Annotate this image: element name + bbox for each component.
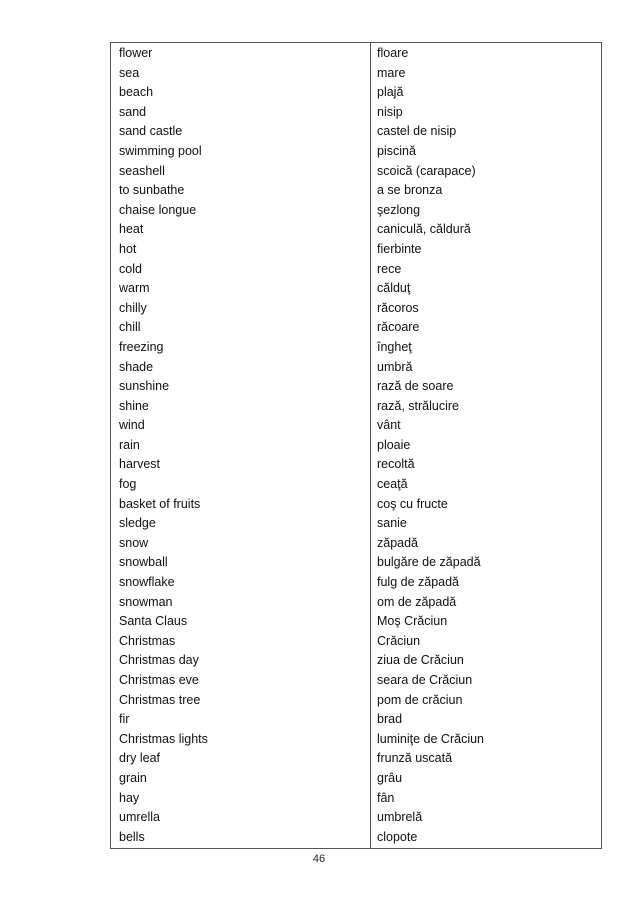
table-row (111, 611, 601, 631)
romanian-term: clopote (377, 829, 418, 844)
english-term: warm (119, 281, 150, 296)
table-row (111, 435, 601, 455)
english-term: harvest (119, 457, 160, 472)
table-row (111, 161, 601, 181)
romanian-term: luminiţe de Crăciun (377, 731, 484, 746)
romanian-term: seara de Crăciun (377, 673, 473, 687)
romanian-term: rece (377, 261, 402, 276)
english-term: snowball (119, 555, 168, 570)
page-number: 46 (312, 853, 326, 865)
table-row (111, 298, 601, 318)
english-term: grain (119, 770, 147, 785)
table-row (111, 396, 601, 416)
english-term: freezing (119, 339, 164, 354)
table-row (111, 239, 601, 259)
english-term: sea (119, 65, 140, 80)
table-row (111, 768, 601, 788)
table-row (111, 631, 601, 651)
table-row (111, 102, 601, 122)
romanian-term: umbrelă (377, 810, 423, 825)
romanian-term: sanie (377, 516, 407, 531)
english-term: fog (119, 477, 137, 492)
romanian-term: recoltă (377, 457, 415, 472)
english-term: snowman (119, 594, 173, 609)
romanian-term: grâu (377, 770, 403, 785)
table-row (111, 317, 601, 337)
romanian-term: zăpadă (377, 535, 419, 550)
table-row (111, 650, 601, 670)
romanian-term: caniculă, căldură (377, 222, 471, 237)
english-term: snow (119, 535, 149, 550)
table-row (111, 200, 601, 220)
romanian-term: îngheţ (377, 339, 412, 354)
english-term: hay (119, 790, 140, 805)
romanian-term: castel de nisip (377, 124, 457, 139)
table-row (111, 415, 601, 435)
table-row (111, 82, 601, 102)
table-row (111, 690, 601, 710)
table-row (111, 670, 601, 690)
english-term: seashell (119, 163, 165, 178)
table-row (111, 63, 601, 83)
table-row (111, 337, 601, 357)
english-term: sand castle (119, 124, 183, 139)
english-term: chaise longue (119, 202, 197, 217)
romanian-term: răcoros (377, 300, 419, 315)
english-term: swimming pool (119, 143, 202, 158)
romanian-term: scoică (carapace) (377, 163, 476, 178)
romanian-term: rază, strălucire (377, 398, 459, 413)
romanian-term: piscină (377, 143, 416, 158)
english-term: Christmas eve (119, 673, 199, 687)
romanian-term: ceaţă (377, 477, 408, 492)
english-term: Christmas lights (119, 731, 208, 746)
table-row (111, 278, 601, 298)
table-row (111, 572, 601, 592)
english-term: rain (119, 437, 140, 452)
romanian-term: brad (377, 712, 403, 727)
table-row (111, 533, 601, 553)
romanian-term: fulg de zăpadă (377, 575, 460, 590)
english-term: beach (119, 85, 154, 100)
romanian-term: a se bronza (377, 183, 443, 198)
romanian-term: fierbinte (377, 241, 422, 256)
romanian-term: pom de crăciun (377, 692, 463, 707)
romanian-term: Moş Crăciun (377, 614, 448, 629)
english-term: hot (119, 241, 137, 256)
romanian-term: fân (377, 790, 395, 805)
table-row (111, 376, 601, 396)
romanian-term: om de zăpadă (377, 594, 457, 609)
table-row (111, 494, 601, 514)
english-term: bells (119, 829, 145, 844)
romanian-term: şezlong (377, 202, 421, 217)
table-row (111, 141, 601, 161)
english-term: dry leaf (119, 751, 160, 766)
english-term: wind (119, 418, 145, 433)
table-row (111, 121, 601, 141)
english-term: sunshine (119, 379, 170, 394)
table-row (111, 827, 601, 847)
english-term: Christmas day (119, 653, 199, 668)
english-term: fir (119, 712, 130, 727)
table-row (111, 592, 601, 612)
table-row (111, 513, 601, 533)
english-term: chill (119, 320, 141, 335)
vocabulary-rows (111, 43, 601, 846)
romanian-term: floare (377, 46, 409, 60)
table-row (111, 729, 601, 749)
table-row (111, 219, 601, 239)
romanian-term: Crăciun (377, 633, 421, 648)
table-row (111, 807, 601, 827)
english-term: to sunbathe (119, 183, 185, 198)
romanian-term: frunză uscată (377, 751, 453, 766)
english-term: Christmas (119, 633, 176, 648)
table-row (111, 552, 601, 572)
english-term: sledge (119, 516, 156, 531)
english-term: sand (119, 104, 147, 119)
vocabulary-table (110, 42, 602, 849)
romanian-term: coş cu fructe (377, 496, 448, 511)
romanian-term: ziua de Crăciun (377, 653, 464, 668)
romanian-term: vânt (377, 418, 401, 433)
romanian-term: ploaie (377, 437, 411, 452)
english-term: shine (119, 398, 149, 413)
table-row (111, 43, 601, 63)
romanian-term: mare (377, 65, 406, 80)
english-term: flower (119, 46, 153, 60)
romanian-term: răcoare (377, 320, 420, 335)
table-row (111, 748, 601, 768)
romanian-term: bulgăre de zăpadă (377, 555, 481, 570)
romanian-term: umbră (377, 359, 413, 374)
table-row (111, 357, 601, 377)
romanian-term: nisip (377, 104, 403, 119)
english-term: Santa Claus (119, 614, 188, 629)
english-term: heat (119, 222, 144, 237)
english-term: snowflake (119, 575, 175, 590)
english-term: chilly (119, 300, 147, 315)
table-row (111, 474, 601, 494)
romanian-term: rază de soare (377, 379, 454, 394)
table-row (111, 454, 601, 474)
table-row (111, 259, 601, 279)
english-term: shade (119, 359, 154, 374)
english-term: cold (119, 261, 142, 276)
english-term: basket of fruits (119, 496, 201, 511)
romanian-term: plajă (377, 85, 404, 100)
table-row (111, 180, 601, 200)
table-row (111, 788, 601, 808)
table-row (111, 709, 601, 729)
english-term: Christmas tree (119, 692, 201, 707)
romanian-term: călduţ (377, 281, 411, 296)
english-term: umrella (119, 810, 160, 825)
